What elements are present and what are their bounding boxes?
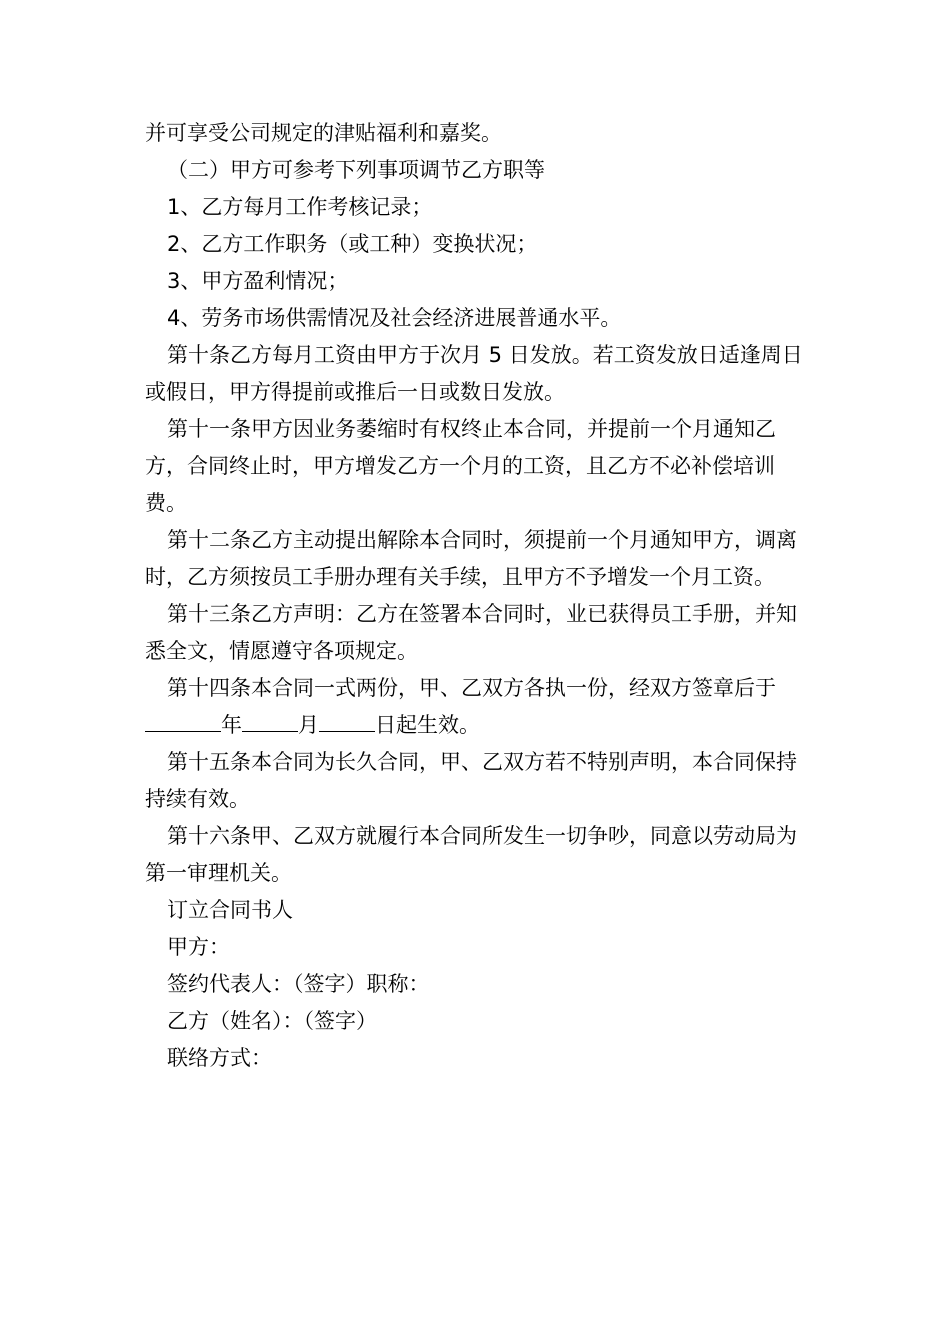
list-item-2: 2、乙方工作职务（或工种）变换状况；	[167, 232, 538, 256]
article-14	[145, 670, 815, 744]
year-blank	[145, 707, 221, 732]
signatories-heading: 订立合同书人	[167, 898, 293, 922]
month-blank	[242, 707, 298, 732]
article-11: 第十一条甲方因业务萎缩时有权终止本合同，并提前一个月通知乙方，合同终止时，甲方增发乙方一个月的工资，且乙方不必补偿培训费。	[145, 417, 776, 515]
article-12: 第十二条乙方主动提出解除本合同时，须提前一个月通知甲方，调离时，乙方须按员工手册办理有关手续，且甲方不予增发一个月工资。	[145, 528, 797, 589]
article-13: 第十三条乙方声明：乙方在签署本合同时，业已获得员工手册，并知悉全文，情愿遵守各项规定。	[145, 602, 797, 663]
party-b-line: 乙方（姓名）：（签字）	[167, 1009, 377, 1033]
month-label: 月	[298, 713, 319, 737]
list-item-3: 3、甲方盈利情况；	[167, 269, 349, 293]
article-14-text: 第十四条本合同一式两份，甲、乙双方各执一份，经双方签章后于	[167, 676, 776, 700]
day-blank	[319, 707, 375, 732]
article-10: 第十条乙方每月工资由甲方于次月 5 日发放。若工资发放日适逢周日或假日，甲方得提前或推后一日或数日发放。	[145, 343, 803, 404]
list-item-1: 1、乙方每月工作考核记录；	[167, 195, 433, 219]
contact-line: 联络方式：	[167, 1046, 272, 1070]
article-15: 第十五条本合同为长久合同，甲、乙双方若不特别声明，本合同保持持续有效。	[145, 750, 797, 811]
paragraph-benefits: 并可享受公司规定的津贴福利和嘉奖。	[145, 121, 502, 145]
paragraph-grade-adjustment-heading: （二）甲方可参考下列事项调节乙方职等	[167, 158, 545, 182]
article-16: 第十六条甲、乙双方就履行本合同所发生一切争吵，同意以劳动局为第一审理机关。	[145, 824, 797, 885]
year-label: 年	[221, 713, 242, 737]
representative-line: 签约代表人：（签字）职称：	[167, 972, 430, 996]
list-item-4: 4、劳务市场供需情况及社会经济进展普通水平。	[167, 306, 622, 330]
effective-label: 日起生效。	[375, 713, 480, 737]
document-body	[145, 115, 815, 1077]
party-a-line: 甲方：	[167, 935, 230, 959]
